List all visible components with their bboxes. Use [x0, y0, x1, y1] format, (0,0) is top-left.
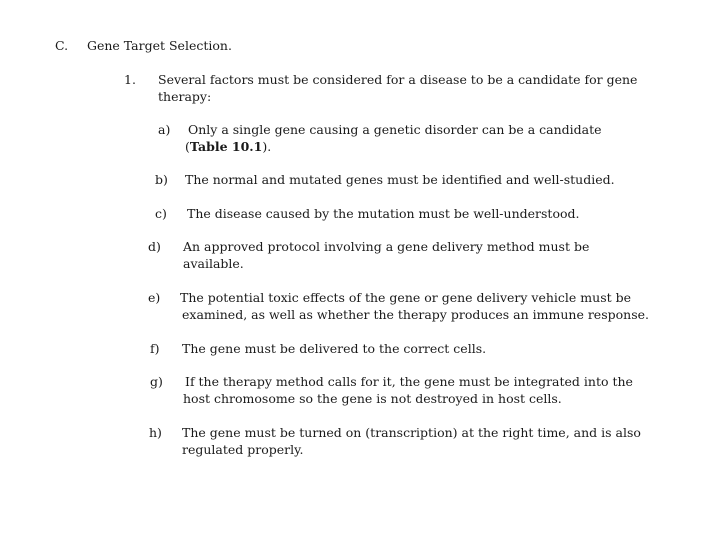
item-a-line2: [185, 138, 271, 155]
item-g-line2: host chromosome so the gene is not destroyed in host cells.: [183, 391, 562, 406]
item-a-paren-close: ).: [262, 139, 272, 154]
item-c-line1: The disease caused by the mutation must be well-understood.: [187, 206, 580, 221]
item-marker-e: e): [148, 290, 161, 305]
item-e-line2: examined, as well as whether the therapy produces an immune response.: [182, 307, 649, 322]
item-marker-h: h): [149, 425, 162, 440]
item-b-line1: The normal and mutated genes must be identified and well-studied.: [185, 172, 615, 187]
table-reference: Table 10.1: [189, 139, 263, 154]
item-a-paren-open: (: [185, 139, 190, 154]
item-e-line1: The potential toxic effects of the gene or gene delivery vehicle must be: [180, 290, 632, 305]
item-h-line1: The gene must be turned on (transcription) at the right time, and is also: [182, 425, 641, 440]
point-text-line2: therapy:: [158, 89, 212, 104]
item-a-line1: Only a single gene causing a genetic disorder can be a candidate: [188, 122, 602, 137]
point-marker: 1.: [124, 72, 136, 87]
item-f-line1: The gene must be delivered to the correct cells.: [182, 341, 487, 356]
item-g-line1: If the therapy method calls for it, the gene must be integrated into the: [185, 374, 633, 389]
section-title: Gene Target Selection.: [87, 38, 232, 53]
item-marker-d: d): [148, 239, 161, 254]
item-marker-c: c): [155, 206, 167, 221]
item-d-line1: An approved protocol involving a gene delivery method must be: [183, 239, 590, 254]
item-marker-f: f): [150, 341, 160, 356]
point-text-line1: Several factors must be considered for a disease to be a candidate for gene: [158, 72, 638, 87]
section-marker: C.: [55, 38, 69, 53]
item-h-line2: regulated properly.: [182, 442, 304, 457]
item-marker-a: a): [158, 122, 171, 137]
item-d-line2: available.: [183, 256, 244, 271]
item-marker-b: b): [155, 172, 168, 187]
item-marker-g: g): [150, 374, 163, 389]
